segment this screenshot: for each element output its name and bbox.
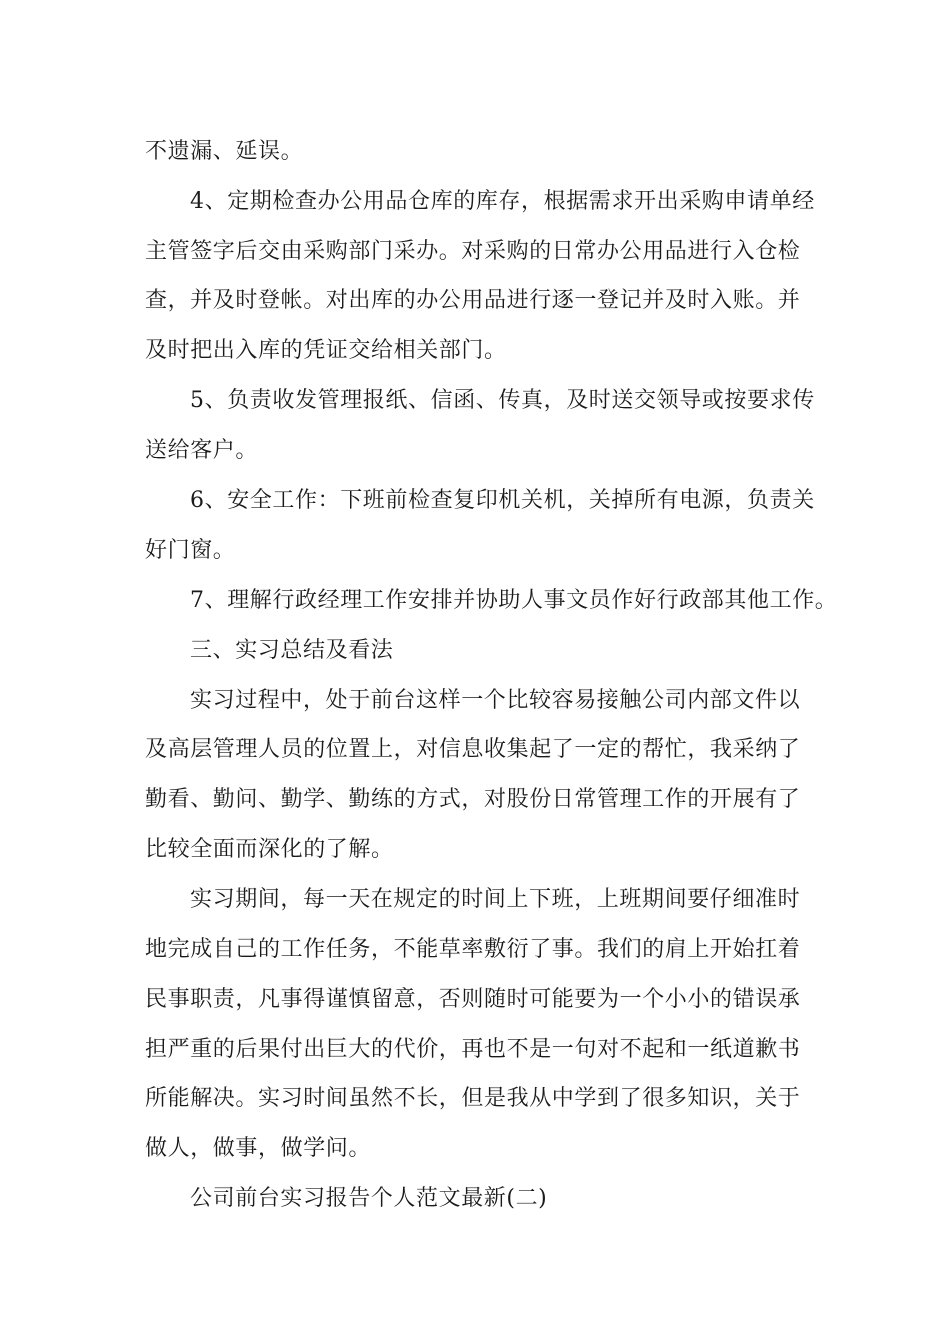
text-line: 好门窗。 <box>145 538 236 563</box>
text-line: 担严重的后果付出巨大的代价，再也不是一句对不起和一纸道歉书 <box>145 1037 801 1062</box>
text-line: 不遗漏、延误。 <box>145 139 304 164</box>
text-line: 7、理解行政经理工作安排并协助人事文员作好行政部其他工作。 <box>190 588 838 613</box>
text-line: 及时把出入库的凭证交给相关部门。 <box>145 338 507 363</box>
text-line: 主管签字后交由采购部门采办。对采购的日常办公用品进行入仓检 <box>145 239 801 264</box>
text-line: 查，并及时登帐。对出库的办公用品进行逐一登记并及时入账。并 <box>145 288 801 313</box>
text-line: 勤看、勤问、勤学、勤练的方式，对股份日常管理工作的开展有了 <box>145 787 801 812</box>
text-line: 民事职责，凡事得谨慎留意，否则随时可能要为一个小小的错误承 <box>145 987 801 1012</box>
text-line: 送给客户。 <box>145 438 259 463</box>
text-line: 所能解决。实习时间虽然不长，但是我从中学到了很多知识，关于 <box>145 1086 801 1111</box>
text-line: 实习过程中，处于前台这样一个比较容易接触公司内部文件以 <box>190 688 801 713</box>
text-line: 实习期间，每一天在规定的时间上下班，上班期间要仔细准时 <box>190 887 801 912</box>
text-line: 6、安全工作：下班前检查复印机关机，关掉所有电源，负责关 <box>190 488 815 513</box>
section-heading: 三、实习总结及看法 <box>190 638 394 663</box>
text-line: 4、定期检查办公用品仓库的库存，根据需求开出采购申请单经 <box>190 189 815 214</box>
text-line: 及高层管理人员的位置上，对信息收集起了一定的帮忙，我采纳了 <box>145 737 801 762</box>
text-line: 比较全面而深化的了解。 <box>145 837 394 862</box>
text-line: 地完成自己的工作任务，不能草率敷衍了事。我们的肩上开始扛着 <box>145 937 801 962</box>
document-title: 公司前台实习报告个人范文最新(二) <box>190 1186 548 1211</box>
text-line: 5、负责收发管理报纸、信函、传真，及时送交领导或按要求传 <box>190 388 815 413</box>
text-line: 做人，做事，做学问。 <box>145 1136 372 1161</box>
